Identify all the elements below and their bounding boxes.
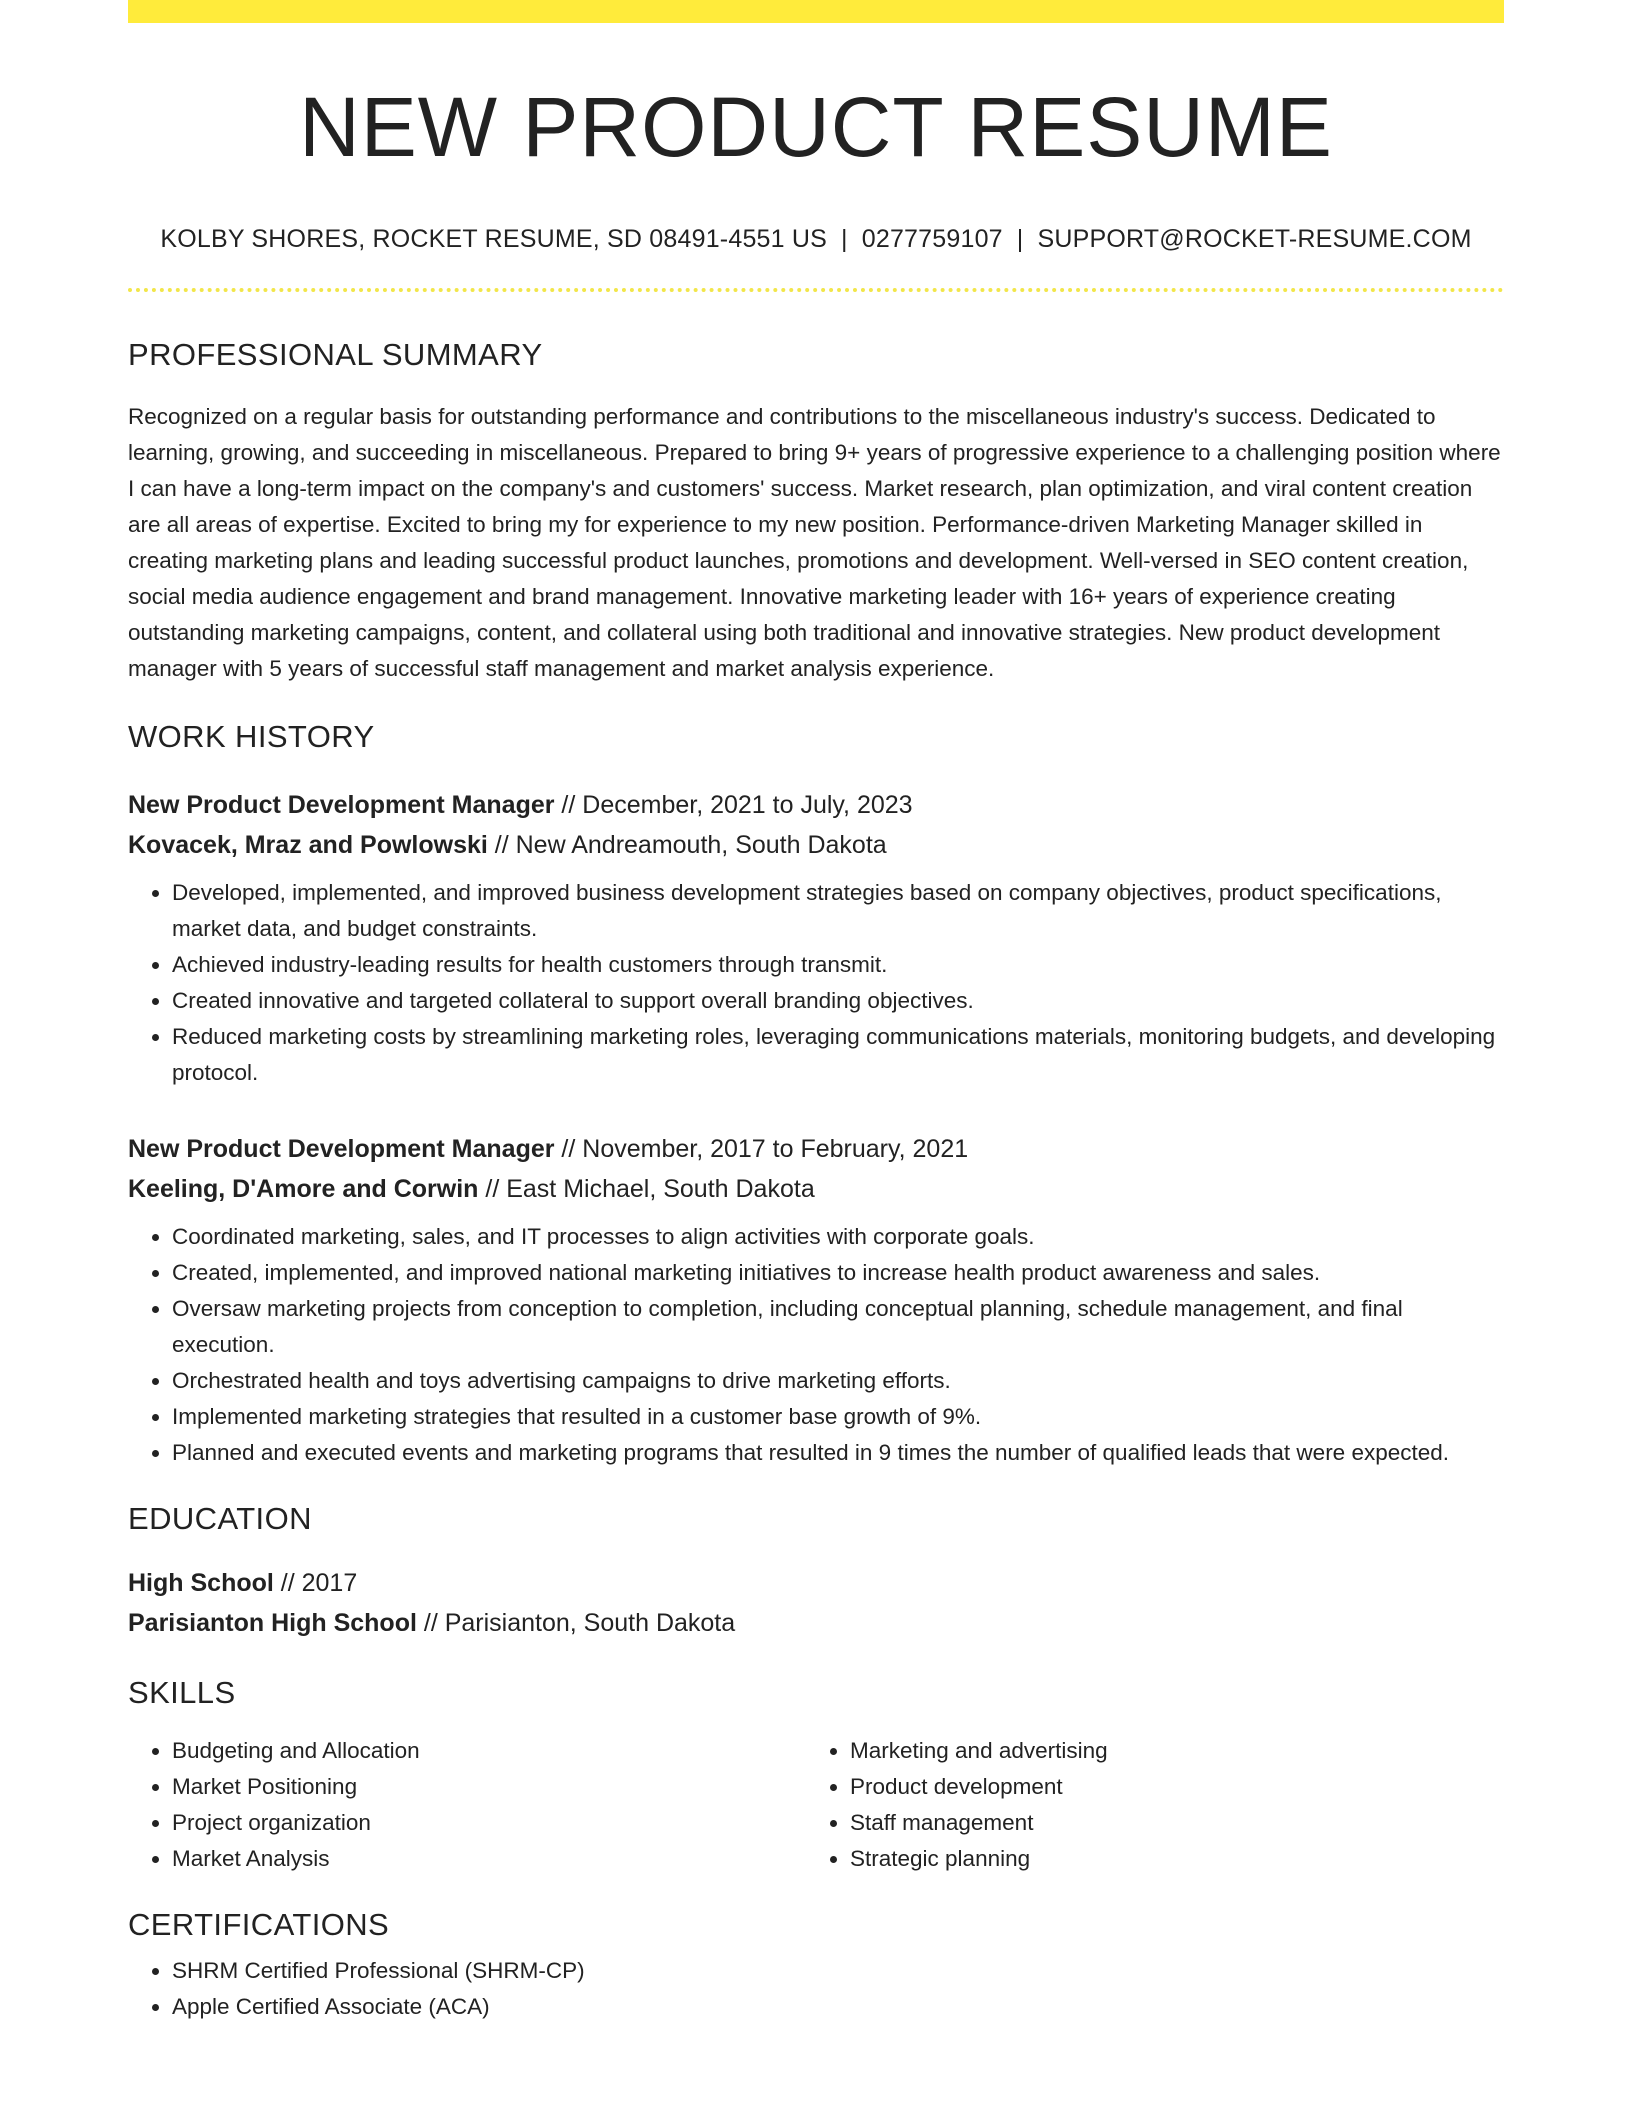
skill-item: • Strategic planning bbox=[850, 1841, 1484, 1877]
contact-separator: | bbox=[1016, 225, 1024, 254]
job-bullet: • Created, implemented, and improved national marketing initiatives to increase health product awareness and sales. bbox=[172, 1255, 1504, 1291]
job-title-line bbox=[128, 1129, 1504, 1169]
job-dates: // December, 2021 to July, 2023 bbox=[554, 791, 913, 820]
job-location: // New Andreamouth, South Dakota bbox=[487, 831, 887, 860]
job-dates: // November, 2017 to February, 2021 bbox=[554, 1135, 969, 1164]
job-bullet: • Oversaw marketing projects from conception to completion, including conceptual planning, schedule management, and final execution. bbox=[172, 1291, 1504, 1363]
education-heading: EDUCATION bbox=[128, 1501, 312, 1537]
education-degree: High School bbox=[128, 1569, 274, 1598]
contact-email[interactable]: SUPPORT@ROCKET-RESUME.COM bbox=[1037, 225, 1472, 254]
certification-item: • SHRM Certified Professional (SHRM-CP) bbox=[172, 1953, 1504, 1989]
skill-item: • Market Analysis bbox=[172, 1841, 806, 1877]
certification-item: • Apple Certified Associate (ACA) bbox=[172, 1989, 1504, 2025]
skill-item: • Product development bbox=[850, 1769, 1484, 1805]
skill-item: • Marketing and advertising bbox=[850, 1733, 1484, 1769]
job-company: Keeling, D'Amore and Corwin bbox=[128, 1175, 479, 1204]
job-company-line bbox=[128, 1169, 1504, 1209]
education-school-line bbox=[128, 1603, 1504, 1643]
certifications-list bbox=[128, 1953, 1504, 2025]
skill-item: • Project organization bbox=[172, 1805, 806, 1841]
job-bullets bbox=[128, 1219, 1504, 1471]
resume-page bbox=[128, 0, 1504, 2025]
job-bullet: • Created innovative and targeted collateral to support overall branding objectives. bbox=[172, 983, 1504, 1019]
contact-address: KOLBY SHORES, ROCKET RESUME, SD 08491-4551 US bbox=[160, 225, 828, 254]
job-title-line bbox=[128, 785, 1504, 825]
job-bullet: • Achieved industry-leading results for health customers through transmit. bbox=[172, 947, 1504, 983]
education-year: // 2017 bbox=[273, 1569, 358, 1598]
skill-item: • Budgeting and Allocation bbox=[172, 1733, 806, 1769]
job-location: // East Michael, South Dakota bbox=[478, 1175, 815, 1204]
skills-column-right bbox=[806, 1733, 1484, 1877]
job-bullet: • Planned and executed events and marketing programs that resulted in 9 times the number of qualified leads that were expected. bbox=[172, 1435, 1504, 1471]
job-bullet: • Coordinated marketing, sales, and IT processes to align activities with corporate goals. bbox=[172, 1219, 1504, 1255]
job-company: Kovacek, Mraz and Powlowski bbox=[128, 831, 488, 860]
resume-title: NEW PRODUCT RESUME bbox=[299, 80, 1333, 174]
contact-line bbox=[128, 225, 1504, 254]
job-bullet: • Developed, implemented, and improved business development strategies based on company objectives, product specifications, market data, and budget constraints. bbox=[172, 875, 1504, 947]
skills-grid bbox=[128, 1733, 1504, 1877]
education-school: Parisianton High School bbox=[128, 1609, 417, 1638]
work-history-section bbox=[128, 719, 1504, 1471]
skills-section bbox=[128, 1675, 1504, 1877]
job-entry bbox=[128, 785, 1504, 1091]
summary-heading: PROFESSIONAL SUMMARY bbox=[128, 337, 543, 373]
contact-separator: | bbox=[841, 225, 848, 254]
education-location: // Parisianton, South Dakota bbox=[416, 1609, 736, 1638]
certifications-section bbox=[128, 1907, 1504, 2025]
top-accent-bar bbox=[128, 0, 1504, 23]
job-bullets bbox=[128, 875, 1504, 1091]
work-history-heading: WORK HISTORY bbox=[128, 719, 375, 755]
education-section bbox=[128, 1501, 1504, 1643]
skills-column-left bbox=[128, 1733, 806, 1877]
summary-text: Recognized on a regular basis for outstanding performance and contributions to the miscellaneous industry's success. Dedicated to learning, growing, and succeeding in miscellaneous. Prepared to bring 9+ years of progressive experience to a challenging position where I can have a long-term impact on the company's and customers' success. Market research, plan optimization, and viral content creation are all areas of expertise. Excited to bring my for experience to my new position. Performance-driven Marketing Manager skilled in creating marketing plans and leading successful product launches, promotions and development. Well-versed in SEO content creation, social media audience engagement and brand management. Innovative marketing leader with 16+ years of experience creating outstanding marketing campaigns, content, and collateral using both traditional and innovative strategies. New product development manager with 5 years of successful staff management and market analysis experience. bbox=[128, 404, 1501, 682]
contact-phone: 0277759107 bbox=[861, 225, 1003, 254]
job-title: New Product Development Manager bbox=[128, 791, 555, 820]
header-divider bbox=[128, 288, 1504, 292]
summary-section bbox=[128, 337, 1504, 687]
job-title: New Product Development Manager bbox=[128, 1135, 555, 1164]
education-degree-line bbox=[128, 1563, 1504, 1603]
job-bullet: • Implemented marketing strategies that resulted in a customer base growth of 9%. bbox=[172, 1399, 1504, 1435]
job-company-line bbox=[128, 825, 1504, 865]
certifications-heading: CERTIFICATIONS bbox=[128, 1907, 390, 1943]
skills-heading: SKILLS bbox=[128, 1675, 236, 1711]
job-entry bbox=[128, 1129, 1504, 1471]
job-bullet: • Orchestrated health and toys advertising campaigns to drive marketing efforts. bbox=[172, 1363, 1504, 1399]
education-entry bbox=[128, 1563, 1504, 1643]
skill-item: • Staff management bbox=[850, 1805, 1484, 1841]
job-bullet: • Reduced marketing costs by streamlining marketing roles, leveraging communications materials, monitoring budgets, and developing protocol. bbox=[172, 1019, 1504, 1091]
skill-item: • Market Positioning bbox=[172, 1769, 806, 1805]
